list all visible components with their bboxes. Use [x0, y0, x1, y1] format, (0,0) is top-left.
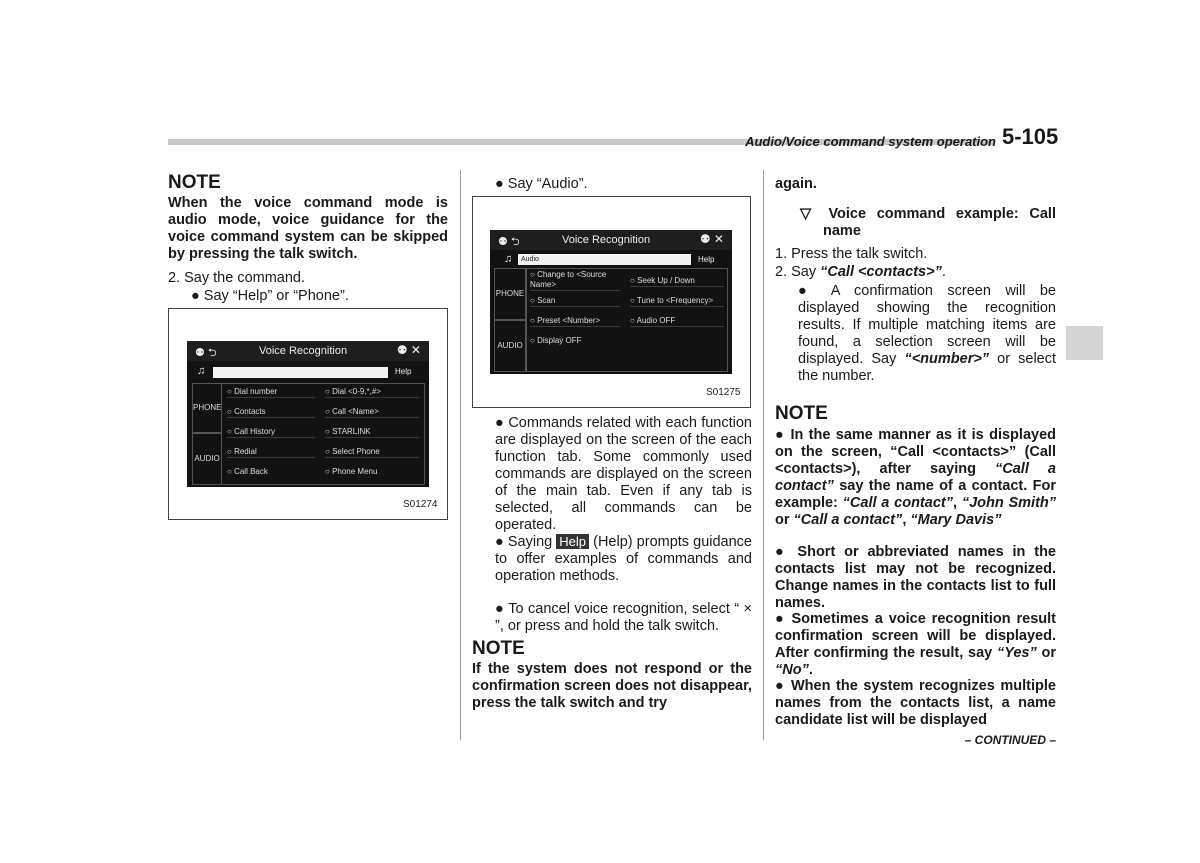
step-2-sub: ● Say “Help” or “Phone”. — [191, 288, 349, 304]
command-cell: ○ Tune to <Frequency> — [630, 296, 724, 307]
tab-audio: AUDIO — [192, 433, 222, 485]
figure-voice-recognition-audio — [472, 196, 751, 408]
column-divider — [460, 170, 461, 740]
column-divider — [763, 170, 764, 740]
example-heading: ▽ Voice command example: Call name — [800, 206, 1056, 239]
figure-id: S01275 — [706, 387, 741, 398]
screen-phone — [187, 341, 429, 487]
command-cell: ○ Call History — [227, 427, 315, 438]
command-cell: ○ Phone Menu — [325, 467, 378, 476]
bullet-cancel: ● To cancel voice recognition, select “ × ”, or press and hold the talk switch. — [495, 601, 752, 634]
command-cell: ○ Display OFF — [530, 336, 582, 345]
tab-audio: AUDIO — [494, 320, 526, 372]
screen-title-bar — [187, 341, 429, 361]
command-cell: ○ Change to <Source Name> — [530, 270, 620, 291]
screen-title: Voice Recognition — [259, 345, 348, 357]
screen-audio — [490, 230, 732, 374]
tab-phone: PHONE — [192, 383, 222, 433]
figure-id: S01274 — [403, 499, 438, 510]
command-cell: ○ STARLINK — [325, 427, 419, 438]
page-number: 5-105 — [1002, 124, 1059, 149]
note-item-2: ● Short or abbreviated names in the contacts list may not be recognized. Change names in the contacts list to full names. — [775, 544, 1056, 611]
voice-icon: ♫ — [197, 365, 206, 377]
search-input: Audio — [518, 254, 691, 265]
search-input — [213, 367, 388, 378]
command-cell: ○ Scan — [530, 296, 620, 307]
note-heading: NOTE — [168, 172, 221, 193]
bullet-say-audio: ● Say “Audio”. — [495, 176, 588, 192]
screen-title-bar — [490, 230, 732, 250]
note-continuation: again. — [775, 176, 817, 192]
bullet-help: ● Saying Help (Help) prompts guidance to offer examples of commands and operation methods. — [495, 534, 752, 584]
voice-icon: ♫ — [504, 253, 513, 265]
help-badge: Help — [556, 534, 589, 549]
command-cell: ○ Dial number — [227, 387, 315, 398]
command-cell: ○ Contacts — [227, 407, 315, 418]
note-item-3: ● Sometimes a voice recognition result confirmation screen will be displayed. After confirming the result, say “Yes” or “No”. — [775, 611, 1057, 678]
bullet-commands: ● Commands related with each function are displayed on the screen of the each function tab. Some commonly used commands are displayed on the screen of the main tab. Even if any tab is selected, all commands can be operated. — [495, 415, 752, 533]
note-heading: NOTE — [472, 638, 525, 659]
step-2: 2. Say the command. — [168, 270, 306, 286]
note-item-1: ● In the same manner as it is displayed on the screen, “Call <contacts>” (Call <contacts>), after saying “Call a contact” say the name of a contact. For example: “Call a contact”, “John Smith” or “Call a contact”, “Mary Davis” — [775, 427, 1057, 528]
note-heading: NOTE — [775, 403, 828, 424]
command-cell: ○ Audio OFF — [630, 316, 724, 327]
bullet-confirmation: ● A confirmation screen will be displayed showing the recognition results. If multiple matching items are found, a selection screen will be displayed. Say “<number>” or select the number. — [798, 283, 1057, 384]
close-icon: ⚉ ✕ — [396, 343, 421, 357]
command-cell: ○ Seek Up / Down — [630, 276, 724, 287]
command-cell: ○ Call <Name> — [325, 407, 419, 418]
command-cell: ○ Preset <Number> — [530, 316, 620, 327]
section-title: Audio/Voice command system operation — [745, 134, 996, 149]
step-2: 2. Say “Call <contacts>”. — [775, 264, 946, 280]
help-button: Help — [698, 255, 715, 264]
chapter-tab-marker — [1066, 326, 1103, 360]
command-cell: ○ Select Phone — [325, 447, 419, 458]
back-icon: ⚉ ⮌ — [195, 347, 217, 359]
command-cell: ○ Redial — [227, 447, 315, 458]
step-1: 1. Press the talk switch. — [775, 246, 928, 262]
note-text: If the system does not respond or the confirmation screen does not disappear, press the talk switch and try — [472, 661, 752, 711]
figure-voice-recognition-phone — [168, 308, 448, 520]
help-button: Help — [395, 367, 412, 376]
continued-label: – CONTINUED – — [964, 733, 1056, 747]
note-text: When the voice command mode is audio mode, voice guidance for the voice command system can be skipped by pressing the talk switch. — [168, 195, 448, 262]
command-cell: ○ Call Back — [227, 467, 268, 476]
tab-phone: PHONE — [494, 268, 526, 320]
command-cell: ○ Dial <0-9,*,#> — [325, 387, 419, 398]
back-icon: ⚉ ⮌ — [498, 236, 520, 248]
close-icon: ⚉ ✕ — [699, 232, 724, 246]
note-item-4: ● When the system recognizes multiple names from the contacts list, a name candidate list will be displayed — [775, 678, 1056, 728]
screen-title: Voice Recognition — [562, 234, 651, 246]
